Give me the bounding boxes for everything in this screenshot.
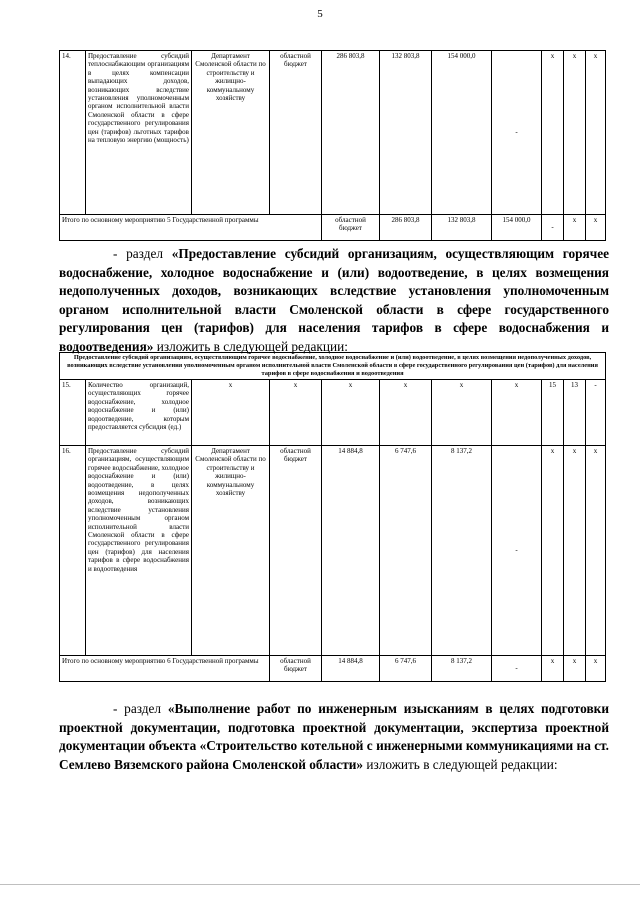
paragraph-suffix: изложить в следующей редакции:: [363, 756, 558, 772]
section-title: «Выполнение работ по инженерным изысканиям в целях подготовки проектной документации, подготовка проектной документации, экспертиза проектной документации объекта «Строительство котельной с инженерными коммуникациями на ст. Семлево Вяземского района Смоленской области»: [59, 701, 609, 772]
amendment-paragraph-2: [59, 700, 609, 774]
indicator-3: х: [586, 446, 606, 656]
total-amount: х: [322, 380, 380, 446]
funding-source: областной бюджет: [270, 51, 322, 215]
paragraph-prefix: - раздел: [113, 701, 168, 716]
measure-name: Количество организаций, осуществляющих горячее водоснабжение, холодное водоснабжение и (или) водоотведение, которым предоставляется субсидия (ед.): [86, 380, 192, 446]
indicator-1: х: [542, 51, 564, 215]
indicator-3: -: [586, 380, 606, 446]
year2-amount: х: [432, 380, 492, 446]
indicator-2: х: [564, 656, 586, 682]
page-bottom-divider: [0, 884, 640, 885]
table-row: [60, 380, 606, 446]
table-row: [60, 51, 606, 215]
indicator-2: х: [564, 446, 586, 656]
measure-name: Предоставление субсидий теплоснабжающим организациям в целях компенсации выпадающих доходов, возникающих вследствие установления уполномоченным органом исполнительной власти Смоленской области в сфере государственного регулирования цен (тарифов) льготных тарифов на тепловую энергию (мощность): [86, 51, 192, 215]
funding-source: областной бюджет: [270, 446, 322, 656]
year1-amount: 6 747,6: [380, 446, 432, 656]
paragraph-suffix: изложить в следующей редакции:: [153, 338, 348, 354]
indicator-2: 13: [564, 380, 586, 446]
table-row-total: [60, 215, 606, 241]
year3-amount: -: [542, 215, 564, 241]
year3-amount: -: [492, 51, 542, 215]
total-amount: 14 884,8: [322, 446, 380, 656]
indicator-2: х: [564, 51, 586, 215]
year2-amount: 154 000,0: [492, 215, 542, 241]
page-number: 5: [317, 8, 323, 20]
table-section-header-row: [60, 353, 606, 380]
year2-amount: 8 137,2: [432, 446, 492, 656]
responsible-department: Департамент Смоленской области по строительству и жилищно-коммунальному хозяйству: [192, 51, 270, 215]
year2-amount: 154 000,0: [432, 51, 492, 215]
measure-name: Предоставление субсидий организациям, осуществляющим горячее водоснабжение, холодное водоснабжение и (или) водоотведение, в целях возмещения недополученных доходов, возникающих вследствие установления уполномоченным органом исполнительной власти Смоленской области в сфере государственного регулирования цен (тарифов) для населения тарифов в сфере водоснабжения и водоотведения: [86, 446, 192, 656]
indicator-1: х: [542, 656, 564, 682]
indicator-1: х: [542, 446, 564, 656]
year2-amount: 8 137,2: [432, 656, 492, 682]
responsible-department: х: [192, 380, 270, 446]
indicator-1: 15: [542, 380, 564, 446]
year1-amount: х: [380, 380, 432, 446]
table-row-total: [60, 656, 606, 682]
funding-source: х: [270, 380, 322, 446]
amendment-paragraph-1: [59, 245, 609, 357]
total-amount: 286 803,8: [380, 215, 432, 241]
total-amount: 286 803,8: [322, 51, 380, 215]
paragraph-prefix: - раздел: [113, 246, 172, 261]
responsible-department: Департамент Смоленской области по строительству и жилищно-коммунальному хозяйству: [192, 446, 270, 656]
year1-amount: 132 803,8: [432, 215, 492, 241]
indicator-1: х: [564, 215, 586, 241]
funding-source: областной бюджет: [322, 215, 380, 241]
program-table-section-5: [59, 50, 606, 241]
row-number: 15.: [60, 380, 86, 446]
indicator-3: х: [586, 51, 606, 215]
program-table-section-6: [59, 352, 606, 682]
section-title: «Предоставление субсидий организациям, осуществляющим горячее водоснабжение, холодное водоснабжение и (или) водоотведение, в целях возмещения недополученных доходов, возникающих вследствие установления уполномоченным органом исполнительной власти Смоленской области в сфере государственного регулирования цен (тарифов) для населения тарифов в сфере водоснабжения и водоотведения»: [59, 246, 609, 354]
indicator-3: х: [586, 656, 606, 682]
year1-amount: 132 803,8: [380, 51, 432, 215]
year3-amount: х: [492, 380, 542, 446]
row-number: 16.: [60, 446, 86, 656]
funding-source: областной бюджет: [270, 656, 322, 682]
indicator-2: х: [586, 215, 606, 241]
section-header: Предоставление субсидий организациям, осуществляющим горячее водоснабжение, холодное водоснабжение и (или) водоотведение, в целях возмещения недополученных доходов, возникающих вследствие установления уполномоченным органом исполнительной власти Смоленской области в сфере государственного регулирования цен (тарифов) для населения тарифов в сфере водоснабжения и водоотведения: [60, 353, 606, 380]
row-number: 14.: [60, 51, 86, 215]
total-amount: 14 884,8: [322, 656, 380, 682]
year1-amount: 6 747,6: [380, 656, 432, 682]
total-label: Итого по основному мероприятию 6 Государственной программы: [60, 656, 270, 682]
total-label: Итого по основному мероприятию 5 Государственной программы: [60, 215, 322, 241]
year3-amount: -: [492, 446, 542, 656]
year3-amount: -: [492, 656, 542, 682]
table-row: [60, 446, 606, 656]
